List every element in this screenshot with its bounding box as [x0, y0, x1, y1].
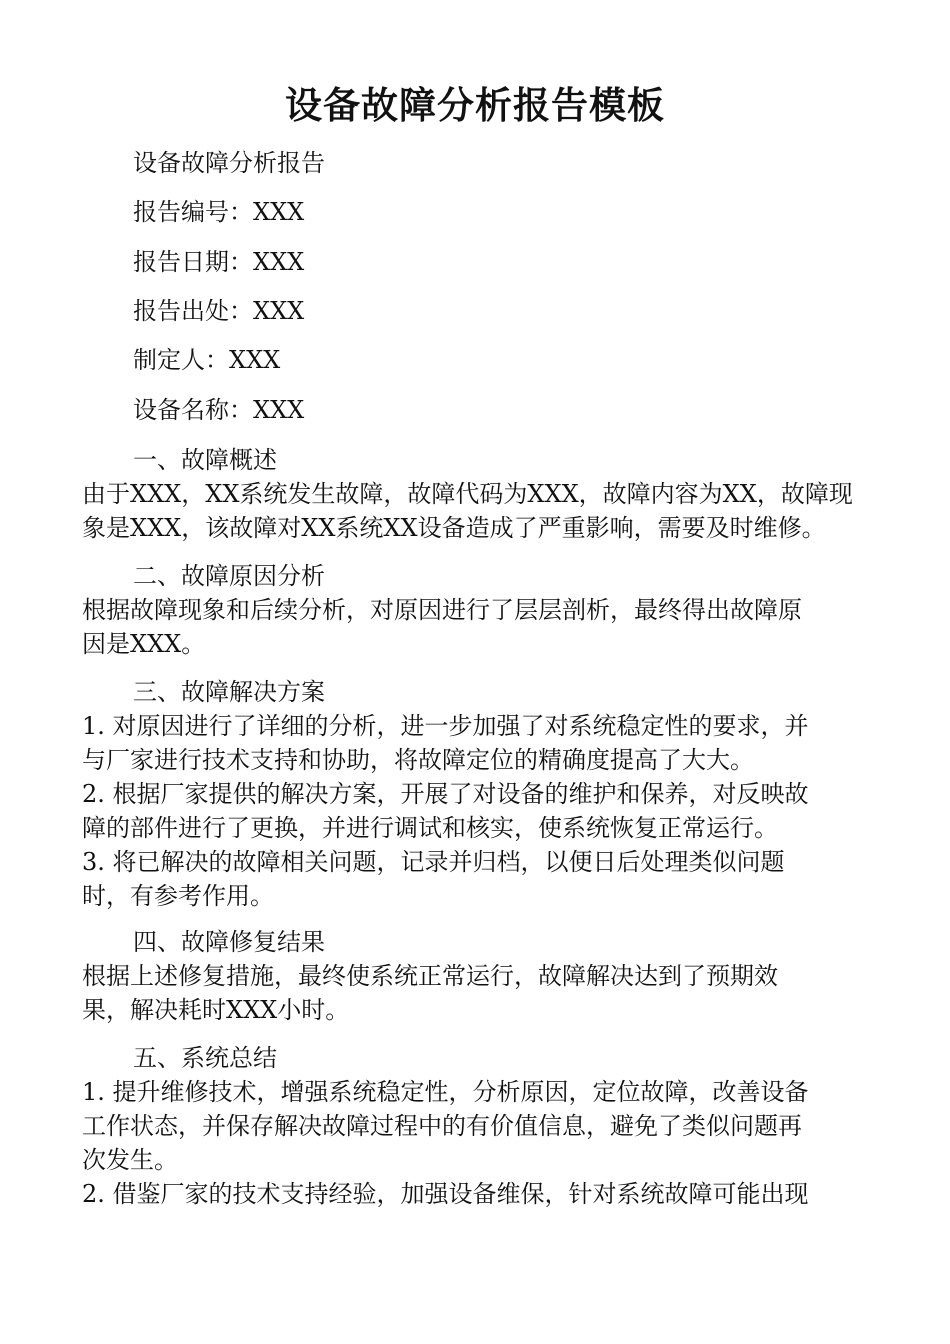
list-item-line: 工作状态，并保存解决故障过程中的有价值信息，避免了类似问题再: [82, 1112, 802, 1140]
section-heading: 二、故障原因分析: [133, 562, 325, 590]
section-paragraph: [82, 959, 872, 1027]
section-heading: 五、系统总结: [133, 1044, 277, 1072]
section-list: [82, 1075, 872, 1211]
list-item-line: 2. 根据厂家提供的解决方案，开展了对设备的维护和保养，对反映故: [82, 780, 809, 808]
list-item-line: 与厂家进行技术支持和协助，将故障定位的精确度提高了大大。: [82, 746, 754, 774]
list-item-line: 次发生。: [82, 1146, 178, 1174]
equipment-name-line: 设备名称：XXX: [133, 396, 305, 424]
report-number-line: 报告编号：XXX: [133, 198, 305, 226]
list-item-line: 时，有参考作用。: [82, 882, 274, 910]
paragraph-line: 根据故障现象和后续分析，对原因进行了层层剖析，最终得出故障原: [82, 596, 802, 624]
paragraph-line: 因是XXX。: [82, 630, 206, 658]
section-heading: 一、故障概述: [133, 446, 277, 474]
paragraph-line: 果，解决耗时XXX小时。: [82, 996, 350, 1024]
paragraph-line: 象是XXX，该故障对XX系统XX设备造成了严重影响，需要及时维修。: [82, 514, 826, 542]
section-heading: 四、故障修复结果: [133, 928, 325, 956]
report-source-line: 报告出处：XXX: [133, 297, 305, 325]
paragraph-line: 根据上述修复措施，最终使系统正常运行，故障解决达到了预期效: [82, 962, 778, 990]
list-item-line: 2. 借鉴厂家的技术支持经验，加强设备维保，针对系统故障可能出现: [82, 1180, 809, 1208]
section-heading: 三、故障解决方案: [133, 678, 325, 706]
section-list: [82, 709, 872, 913]
section-paragraph: [82, 477, 872, 545]
list-item-line: 3. 将已解决的故障相关问题，记录并归档，以便日后处理类似问题: [82, 848, 785, 876]
list-item-line: 障的部件进行了更换，并进行调试和核实，使系统恢复正常运行。: [82, 814, 778, 842]
paragraph-line: 由于XXX，XX系统发生故障，故障代码为XXX，故障内容为XX，故障现: [82, 480, 853, 508]
document-title: 设备故障分析报告模板: [285, 84, 665, 127]
report-date-line: 报告日期：XXX: [133, 248, 305, 276]
author-line: 制定人：XXX: [133, 346, 281, 374]
list-item-line: 1. 对原因进行了详细的分析，进一步加强了对系统稳定性的要求，并: [82, 712, 809, 740]
section-paragraph: [82, 593, 872, 661]
list-item-line: 1. 提升维修技术，增强系统稳定性，分析原因，定位故障，改善设备: [82, 1078, 809, 1106]
report-heading-line: 设备故障分析报告: [133, 149, 325, 177]
